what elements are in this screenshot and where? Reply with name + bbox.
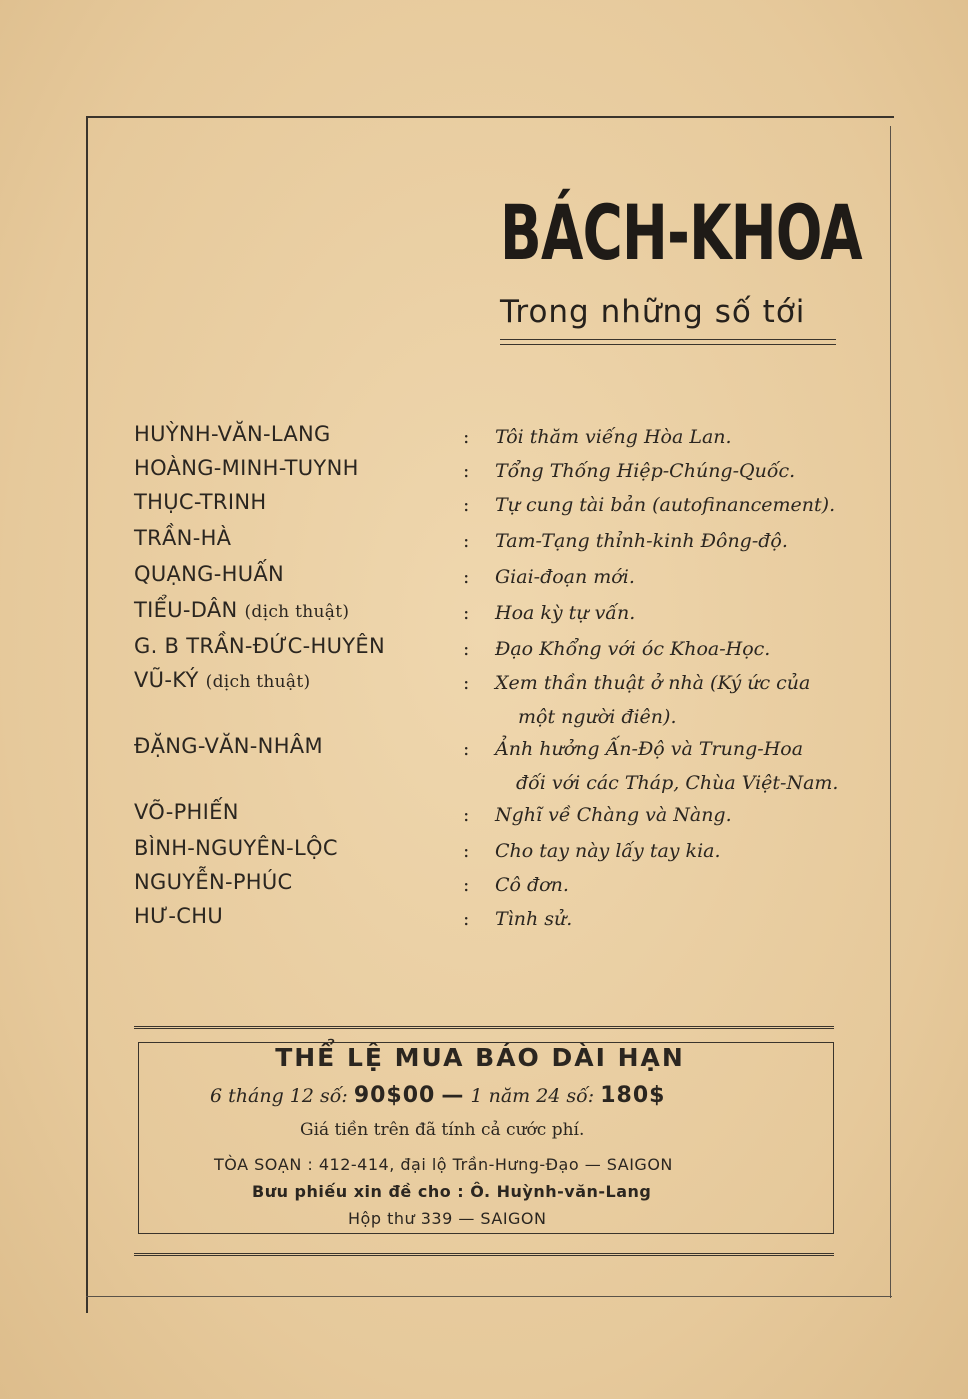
article-title: Tổng Thống Hiệp-Chúng-Quốc. <box>495 460 796 482</box>
author-name <box>134 456 359 480</box>
six-months-label: 6 tháng 12 số: <box>210 1085 348 1107</box>
author-name <box>134 734 323 758</box>
page-frame-right <box>890 126 891 1298</box>
author-name <box>134 870 293 894</box>
subscription-heading: THỂ LỆ MUA BÁO DÀI HẠN <box>275 1043 685 1072</box>
author-label: BÌNH-NGUYÊN-LỘC <box>134 836 338 860</box>
separator-colon: : <box>463 672 470 694</box>
one-year-price: 180$ <box>600 1083 666 1108</box>
subscription-prices <box>210 1083 665 1108</box>
author-label: HƯ-CHU <box>134 904 224 928</box>
author-label: QUẠNG-HUẤN <box>134 562 285 586</box>
separator-colon: : <box>463 908 470 930</box>
po-box: Hộp thư 339 — SAIGON <box>348 1209 547 1228</box>
article-title: Đạo Khổng với óc Khoa-Học. <box>495 638 771 660</box>
magazine-title: BÁCH-KHOA <box>500 188 862 277</box>
article-title: Tôi thăm viếng Hòa Lan. <box>495 426 732 448</box>
author-label: TIỂU-DÂN <box>134 598 238 622</box>
six-months-price: 90$00 <box>353 1083 436 1108</box>
author-note: (dịch thuật) <box>205 672 311 692</box>
separator-colon: : <box>463 804 470 826</box>
page-frame-bottom <box>86 1296 892 1297</box>
author-label: G. B TRẦN-ĐỨC-HUYÊN <box>134 634 385 658</box>
office-address: TÒA SOẠN : 412-414, đại lộ Trần-Hưng-Đạo — SAIGON <box>214 1155 673 1174</box>
separator-colon: : <box>463 566 470 588</box>
separator-colon: : <box>463 738 470 760</box>
separator-colon: : <box>463 638 470 660</box>
author-name <box>134 634 385 658</box>
author-label: NGUYỄN-PHÚC <box>134 870 293 894</box>
author-name <box>134 668 310 692</box>
article-title-continued: đối với các Tháp, Chùa Việt-Nam. <box>516 772 839 794</box>
author-name <box>134 490 266 514</box>
mail-to: Bưu phiếu xin đề cho : Ô. Huỳnh-văn-Lang <box>252 1182 652 1201</box>
separator-colon: : <box>463 602 470 624</box>
author-label: VÕ-PHIẾN <box>134 800 239 824</box>
author-name <box>134 422 331 446</box>
article-title: Nghĩ về Chàng và Nàng. <box>495 804 732 826</box>
title-rule <box>500 339 836 340</box>
author-label: THỤC-TRINH <box>134 490 267 514</box>
one-year-label: 1 năm 24 số: <box>470 1085 595 1107</box>
separator-colon: : <box>463 460 470 482</box>
author-name <box>134 904 223 928</box>
article-title: Tình sử. <box>495 908 573 930</box>
author-label: HUỲNH-VĂN-LANG <box>134 422 331 446</box>
author-label: VŨ-KÝ <box>134 668 199 692</box>
author-note: (dịch thuật) <box>244 602 350 622</box>
article-title: Giai-đoạn mới. <box>495 566 635 588</box>
separator-colon: : <box>463 494 470 516</box>
author-name <box>134 800 239 824</box>
author-name <box>134 562 284 586</box>
magazine-subtitle: Trong những số tới <box>500 294 806 330</box>
author-label: HOÀNG-MINH-TUYNH <box>134 456 359 480</box>
separator-colon: : <box>463 840 470 862</box>
author-name <box>134 836 338 860</box>
article-title-continued: một người điên). <box>518 706 677 728</box>
title-rule-thin <box>500 344 836 345</box>
article-title: Hoa kỳ tự vấn. <box>495 602 636 624</box>
author-name <box>134 526 231 550</box>
author-name <box>134 598 349 622</box>
price-dash: — <box>441 1083 465 1108</box>
article-title: Ảnh hưởng Ấn-Độ và Trung-Hoa <box>495 738 804 760</box>
author-label: TRẦN-HÀ <box>134 526 232 550</box>
article-title: Cho tay này lấy tay kia. <box>495 840 721 862</box>
separator-colon: : <box>463 874 470 896</box>
article-title: Cô đơn. <box>495 874 569 896</box>
article-title: Tam-Tạng thỉnh-kinh Đông-độ. <box>495 530 788 552</box>
article-title: Tự cung tài bản (autofinancement). <box>495 494 836 516</box>
postage-note: Giá tiền trên đã tính cả cước phí. <box>300 1120 585 1140</box>
separator-colon: : <box>463 530 470 552</box>
author-label: ĐẶNG-VĂN-NHÂM <box>134 734 323 758</box>
separator-colon: : <box>463 426 470 448</box>
article-title: Xem thần thuật ở nhà (Ký ức của <box>495 672 811 694</box>
